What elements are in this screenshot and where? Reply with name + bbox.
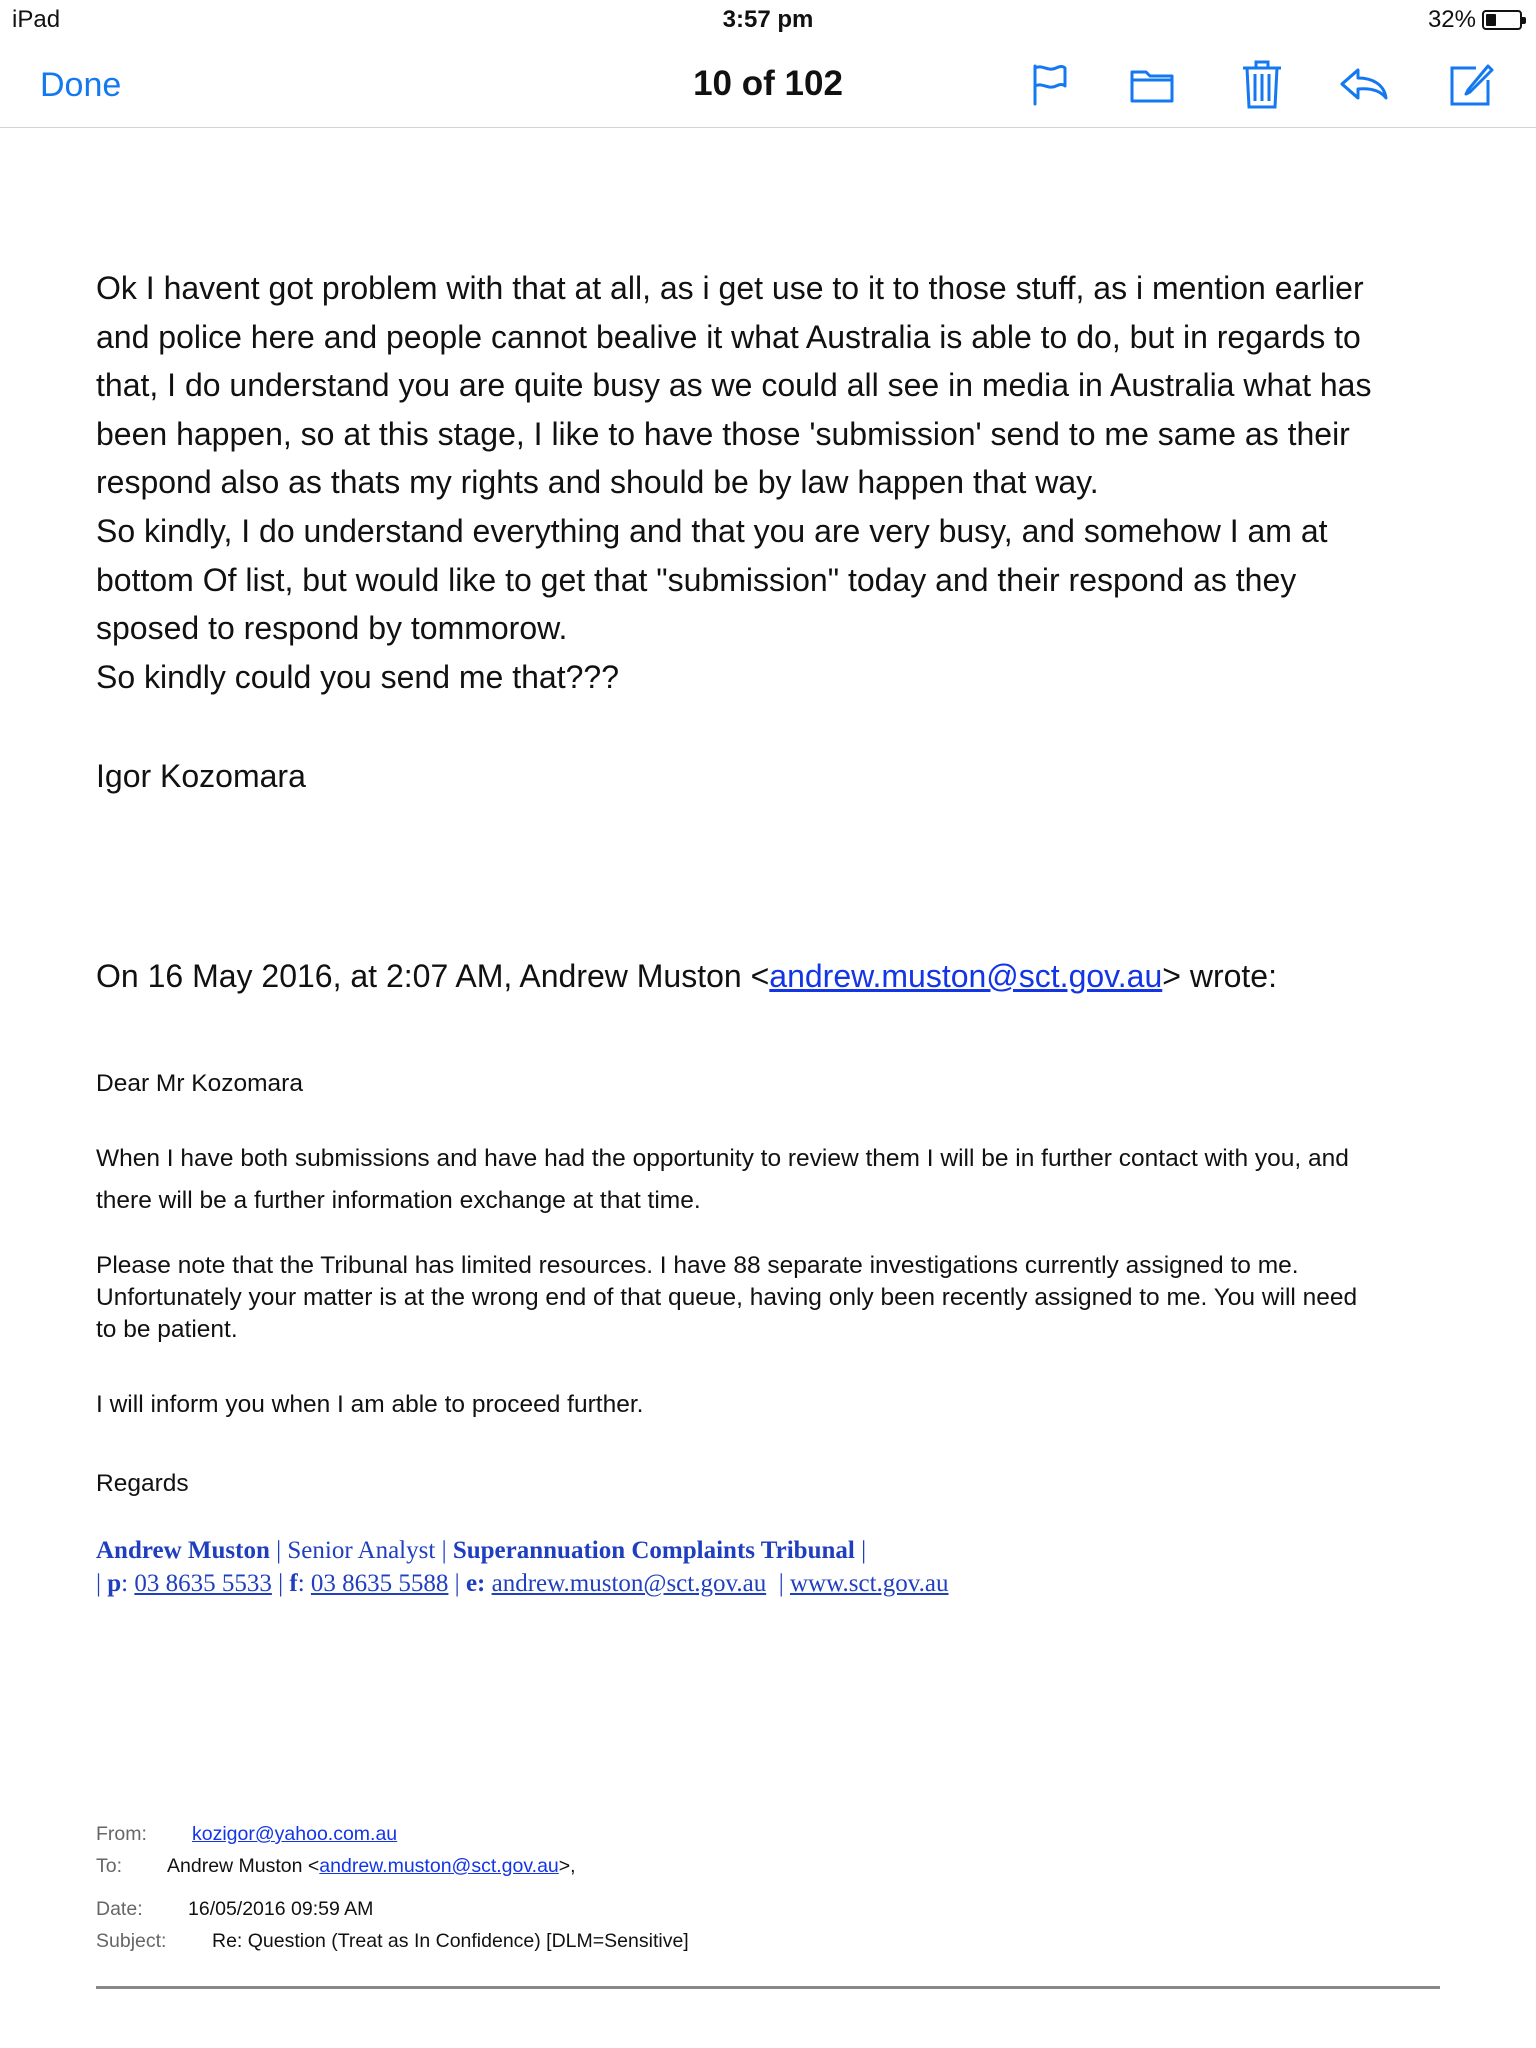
- email-label: e:: [465, 1570, 486, 1597]
- body-line: So kindly, I do understand everything and that you are very busy, and somehow I am at: [96, 512, 1328, 549]
- header-divider: [96, 1986, 1440, 1989]
- compose-icon[interactable]: [1442, 54, 1502, 114]
- done-button[interactable]: Done: [40, 66, 122, 104]
- body-line: bottom Of list, but would like to get that "submission" today and their respond as they: [96, 561, 1297, 598]
- quote-email-link[interactable]: andrew.muston@sct.gov.au: [769, 958, 1163, 994]
- quote-header-suffix: > wrote:: [1162, 958, 1277, 994]
- signature-name: Andrew Muston: [96, 1537, 270, 1564]
- subject-label: Subject:: [96, 1930, 167, 1952]
- reply-icon[interactable]: [1334, 54, 1394, 114]
- reply-line: Unfortunately your matter is at the wrong end of that queue, having only been recently assigned to me. You will need: [96, 1284, 1358, 1311]
- reply-paragraph-1: [96, 1138, 1456, 1222]
- body-line: So kindly could you send me that???: [96, 658, 619, 695]
- body-line: sposed to respond by tommorow.: [96, 610, 568, 647]
- quote-header: [96, 958, 1277, 995]
- battery-icon: [1482, 10, 1522, 30]
- sender-signature: Igor Kozomara: [96, 758, 306, 794]
- reply-line: there will be a further information exchange at that time.: [96, 1187, 701, 1214]
- mail-toolbar: [0, 44, 1536, 128]
- to-label: To:: [96, 1855, 123, 1877]
- device-name: iPad: [12, 6, 61, 33]
- reply-line: to be patient.: [96, 1316, 238, 1343]
- from-email-link[interactable]: kozigor@yahoo.com.au: [192, 1823, 398, 1845]
- reply-closing: Regards: [96, 1470, 189, 1497]
- body-line: respond also as thats my rights and should be by law happen that way.: [96, 464, 1099, 501]
- to-name: Andrew Muston <: [167, 1855, 320, 1877]
- signature-email-link[interactable]: andrew.muston@sct.gov.au: [491, 1570, 767, 1597]
- signature-line-2: | p: 03 8635 5533 | f: 03 8635 5588 | e: andrew.muston@sct.gov.au | www.sct.gov.au: [96, 1570, 949, 1597]
- header-from: [96, 1823, 1456, 1846]
- signature-org: Superannuation Complaints Tribunal: [452, 1537, 855, 1564]
- body-line: that, I do understand you are quite busy as we could all see in media in Australia what has: [96, 367, 1372, 404]
- to-email-link[interactable]: andrew.muston@sct.gov.au: [319, 1855, 559, 1877]
- reply-paragraph-2: [96, 1250, 1456, 1346]
- phone-label: p: [107, 1570, 122, 1597]
- subject-value: Re: Question (Treat as In Confidence) [DLM=Sensitive]: [212, 1930, 689, 1952]
- status-bar: [0, 0, 1536, 44]
- header-to: [96, 1855, 1456, 1878]
- signature-title: Senior Analyst: [287, 1537, 436, 1564]
- battery-indicator: [1428, 6, 1522, 34]
- reply-greeting: Dear Mr Kozomara: [96, 1070, 303, 1097]
- website-link[interactable]: www.sct.gov.au: [789, 1570, 949, 1597]
- date-label: Date:: [96, 1898, 143, 1920]
- header-date: [96, 1898, 1456, 1921]
- date-value: 16/05/2016 09:59 AM: [188, 1898, 374, 1920]
- body-line: been happen, so at this stage, I like to have those 'submission' send to me same as their: [96, 415, 1350, 452]
- flag-icon[interactable]: [1020, 54, 1080, 114]
- reply-line: When I have both submissions and have had the opportunity to review them I will be in further contact with you, and: [96, 1145, 1349, 1172]
- body-line: and police here and people cannot bealive it what Australia is able to do, but in regards to: [96, 318, 1361, 355]
- signature-line-1: Andrew Muston | Senior Analyst | Superannuation Complaints Tribunal |: [96, 1537, 867, 1564]
- message-counter: 10 of 102: [693, 64, 843, 103]
- to-suffix: >,: [558, 1855, 576, 1877]
- fax-link[interactable]: 03 8635 5588: [310, 1570, 449, 1597]
- phone-link[interactable]: 03 8635 5533: [134, 1570, 272, 1597]
- quote-header-prefix: On 16 May 2016, at 2:07 AM, Andrew Muston <: [96, 958, 770, 994]
- reply-line: Please note that the Tribunal has limited resources. I have 88 separate investigations currently assigned to me.: [96, 1252, 1299, 1279]
- header-subject: [96, 1930, 1456, 1953]
- status-time: 3:57 pm: [722, 6, 814, 33]
- body-line: Ok I havent got problem with that at all, as i get use to it to those stuff, as i mention earlier: [96, 270, 1364, 306]
- email-body: [96, 264, 1456, 701]
- trash-icon[interactable]: [1232, 54, 1292, 114]
- analyst-signature-block: [96, 1534, 949, 1600]
- from-label: From:: [96, 1823, 147, 1845]
- folder-icon[interactable]: [1122, 54, 1182, 114]
- reply-paragraph-3: I will inform you when I am able to proceed further.: [96, 1391, 644, 1418]
- fax-label: f: [289, 1570, 298, 1597]
- battery-percent: 32%: [1427, 6, 1476, 33]
